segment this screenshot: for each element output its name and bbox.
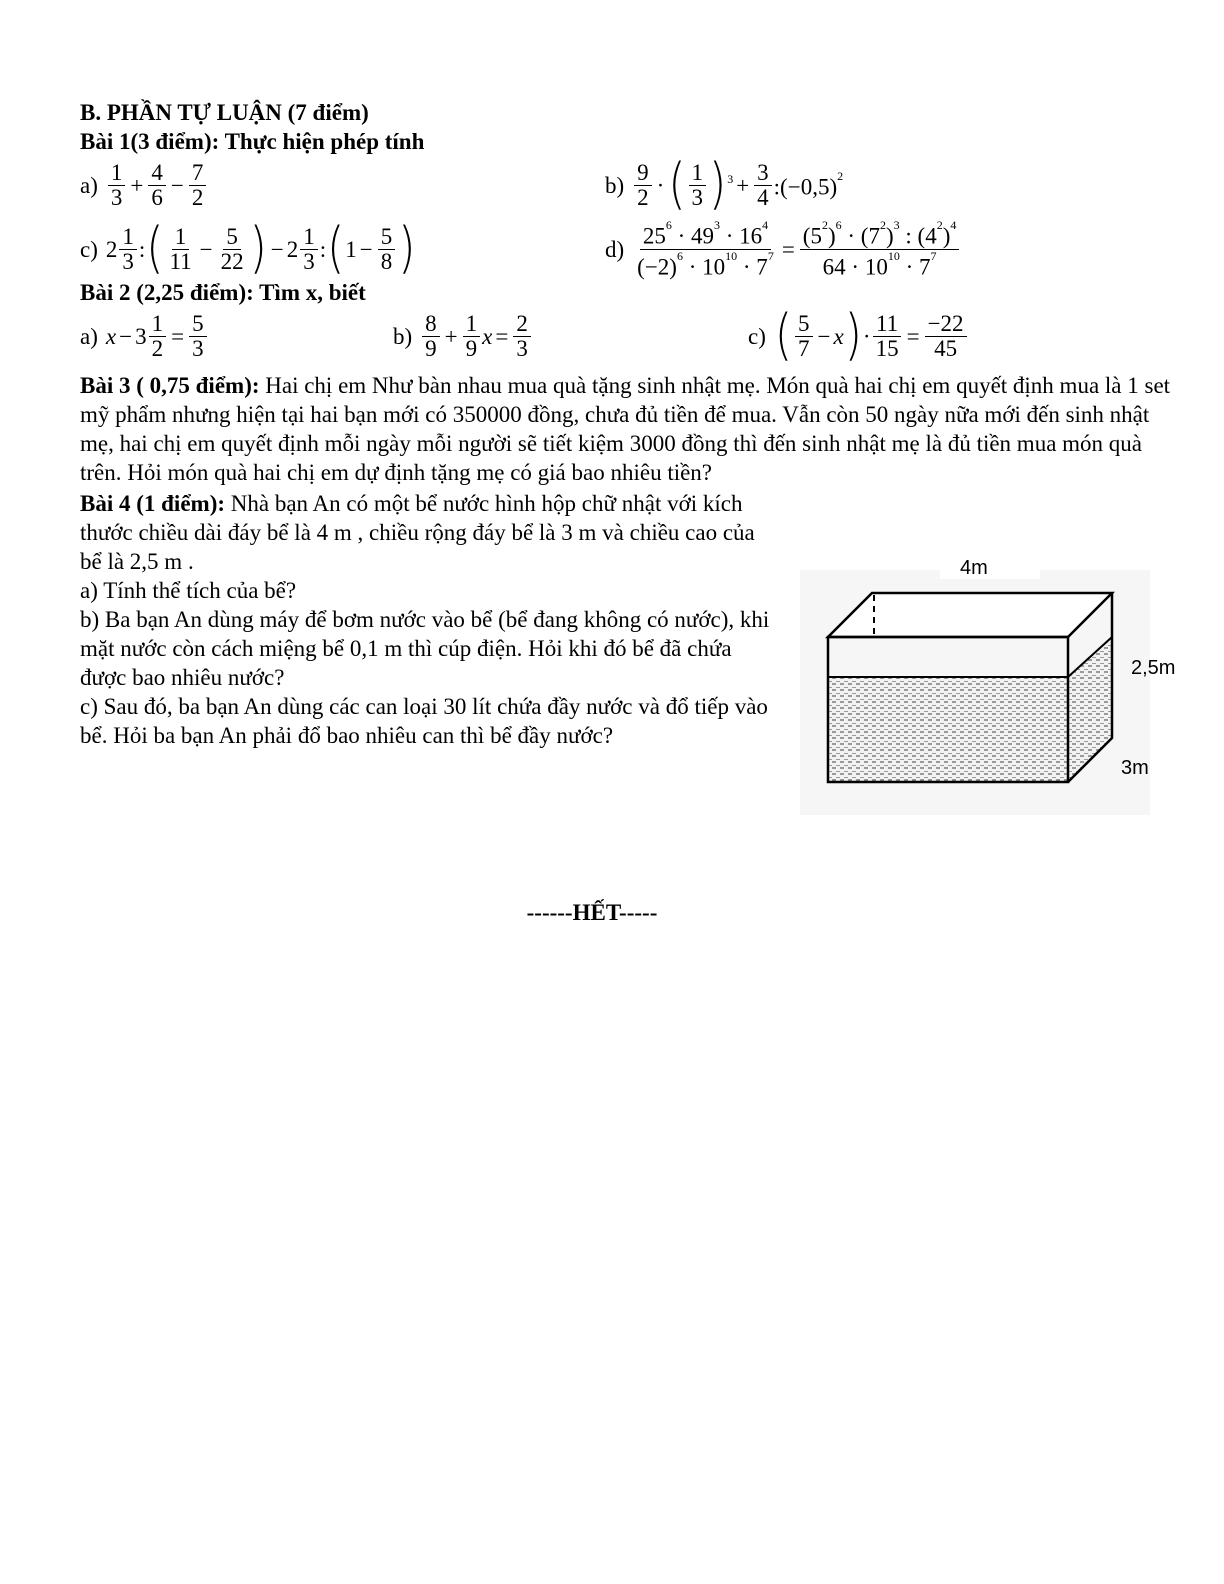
bai3-title: Bài 3 ( 0,75 điểm): — [80, 373, 260, 398]
bai3-text: Hai chị em Như bàn nhau mua quà tặng sinh nhật mẹ. Món quà hai chị em quyết định mua là 1 set mỹ phẩm nhưng hiện tại hai bạn mới có 350000 đồng, chưa đủ tiền để mua. Vẫn còn 50 ngày nữa mới đến sinh nhật mẹ, hai chị em quyết định mỗi ngày mỗi người sẽ tiết kiệm 3000 đồng thì đến sinh nhật mẹ là đủ tiền mua món quà trên. Hỏi món quà hai chị em dự định tặng mẹ có giá bao nhiêu tiền? — [80, 373, 1171, 485]
bai1-d: d) $\frac{25^6 \cdot 49^3 \cdot 16^4}{(-2)^6 \cdot 10^{10} \cdot 7^7}$ = $\frac{(5^2)^6 \cdot (7^2)^3 : (4^2)^4}{64 \cdot 10^{10} \cdot 7^7}$ — [605, 220, 961, 278]
bai1-row-ab — [80, 152, 1180, 217]
tank-top — [828, 593, 1112, 637]
expr-2c: ( $\frac{5}{7}$ − x ) · $\frac{11}{15}$ = $\frac{-22}{45}$ — [774, 312, 969, 361]
expr-2b: $\frac{8}{9}$ + $\frac{1}{9}$ x = $\frac{2}{3}$ — [420, 312, 533, 361]
bai4-a: a) Tính thể tích của bể? — [80, 578, 297, 603]
section-title: B. PHẦN TỰ LUẬN (7 điểm) — [80, 100, 369, 125]
expr-1b: $\frac{9}{2}$ · ( $\frac{1}{3}$ ) $^3$ + $\frac{3}{4}$ $:(-0,5)^2$ — [632, 161, 843, 210]
expr-1c: 2 $\frac{1}{3}$ : ( $\frac{1}{11}$ − $\frac{5}{22}$ ) − 2 $\frac{1}{3}$ : ( 1 − $\frac{5}{8}$ ) — [105, 216, 416, 281]
label-width: 3m — [1121, 757, 1149, 779]
bai2-c: c) ( $\frac{5}{7}$ − x ) · $\frac{11}{15}$ = $\frac{-22}{45}$ — [748, 307, 969, 365]
bai4-intro: Bài 4 (1 điểm): Nhà bạn An có một bể nước hình hộp chữ nhật với kích thước chiều dài đáy bể là 4 m , chiều rộng đáy bể là 3 m và chiều cao của bể là 2,5 m . — [80, 491, 755, 574]
water-tank-figure — [800, 555, 1190, 815]
expr-1d: $\frac{25^6 \cdot 49^3 \cdot 16^4}{(-2)^6 \cdot 10^{10} \cdot 7^7}$ = $\frac{(5^2)^6 \cdot (7^2)^3 : (4^2)^4}{64 \cdot 10^{10} \cdot 7^7}$ — [632, 219, 961, 279]
label-length: 4m — [960, 557, 988, 579]
label-height: 2,5m — [1131, 657, 1176, 679]
bai4 — [80, 489, 780, 750]
bai1-a: a) $\frac{1}{3}$ + $\frac{4}{6}$ − $\frac{7}{2}$ — [80, 156, 208, 214]
bai2-b: b) $\frac{8}{9}$ + $\frac{1}{9}$ x = $\frac{2}{3}$ — [393, 307, 533, 365]
bai3 — [80, 371, 1180, 487]
bai1-b: b) $\frac{9}{2}$ · ( $\frac{1}{3}$ ) $^3$ + $\frac{3}{4}$ $:(-0,5)^2$ — [605, 152, 844, 217]
bai2-row — [80, 303, 1180, 368]
bai1-c: c) 2 $\frac{1}{3}$ : ( $\frac{1}{11}$ − $\frac{5}{22}$ ) − 2 $\frac{1}{3}$ : ( 1 − $\frac{5}{8}$ ) — [80, 216, 416, 281]
end-marker: ------HẾT----- — [526, 900, 658, 925]
bai2-a: a) x − 3 $\frac{1}{2}$ = $\frac{5}{3}$ — [80, 307, 209, 365]
bai1-row-cd — [80, 216, 1180, 281]
bai1-title: Bài 1(3 điểm): Thực hiện phép tính — [80, 129, 425, 154]
expr-2a: x − 3 $\frac{1}{2}$ = $\frac{5}{3}$ — [106, 312, 209, 361]
expr-1a: $\frac{1}{3}$ + $\frac{4}{6}$ − $\frac{7}{2}$ — [106, 161, 208, 210]
bai4-title: Bài 4 (1 điểm): — [80, 491, 226, 516]
bai2-title: Bài 2 (2,25 điểm): Tìm x, biết — [80, 280, 366, 305]
water-front — [828, 677, 1068, 782]
bai4-c: c) Sau đó, ba bạn An dùng các can loại 30 lít chứa đầy nước và đổ tiếp vào bể. Hỏi ba bạn An phải đổ bao nhiêu can thì bể đầy nước? — [80, 694, 768, 748]
bai4-b: b) Ba bạn An dùng máy để bơm nước vào bể (bể đang không có nước), khi mặt nước còn cách miệng bể 0,1 m thì cúp điện. Hỏi khi đó bể đã chứa được bao nhiêu nước? — [80, 607, 770, 690]
